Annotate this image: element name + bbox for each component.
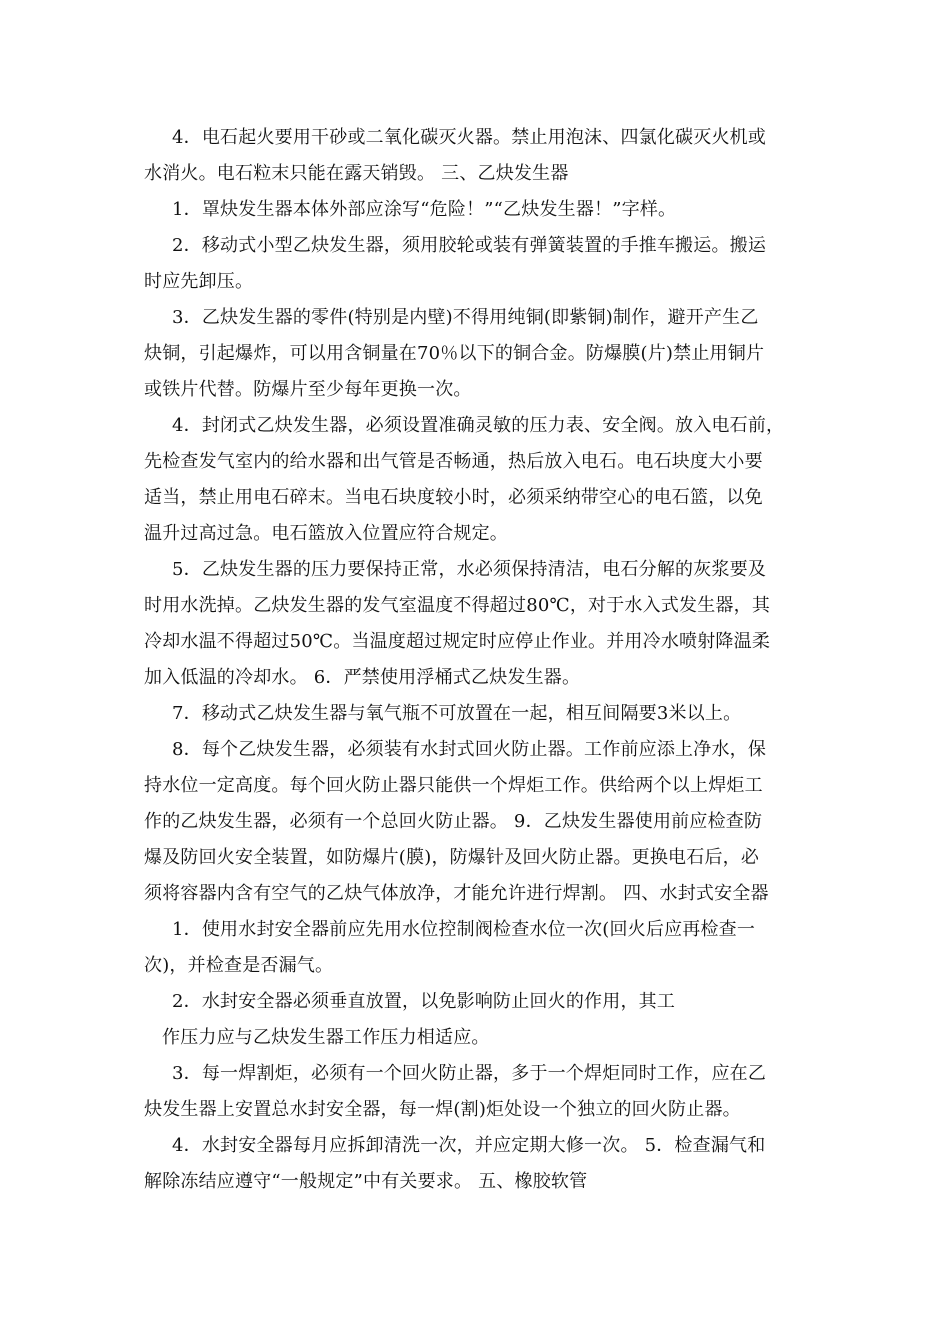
- text-line: 作压力应与乙炔发生器工作压力相适应。: [162, 1027, 490, 1048]
- text-line: 先检查发气室内的给水器和出气管是否畅通，热后放入电石。电石块度大小要: [144, 451, 763, 472]
- text-line: 2．移动式小型乙炔发生器，须用胶轮或装有弹簧装置的手推车搬运。搬运: [172, 235, 767, 256]
- text-line: 炔发生器上安置总水封安全器，每一焊(割)炬处设一个独立的回火防止器。: [144, 1099, 741, 1120]
- text-line: 5．乙炔发生器的压力要保持正常，水必须保持清洁，电石分解的灰浆要及: [172, 559, 767, 580]
- text-line: 作的乙炔发生器，必须有一个总回火防止器。 9．乙炔发生器使用前应检查防: [144, 811, 763, 832]
- text-line: 炔铜，引起爆炸，可以用含铜量在70％以下的铜合金。防爆膜(片)禁止用铜片: [144, 343, 765, 364]
- text-line: 2．水封安全器必须垂直放置，以免影响防止回火的作用，其工: [172, 991, 676, 1012]
- text-line: 须将容器内含有空气的乙炔气体放净，才能允许进行焊割。 四、水封式安全器: [144, 883, 769, 904]
- text-line: 时用水洗掉。乙炔发生器的发气室温度不得超过80℃，对于水入式发生器，其: [144, 595, 771, 616]
- text-line: 3．乙炔发生器的零件(特别是内壁)不得用纯铜(即紫铜)制作，避开产生乙: [172, 307, 759, 328]
- document-body: [144, 120, 808, 1200]
- text-line: 1．使用水封安全器前应先用水位控制阀检查水位一次(回火后应再检查一: [172, 919, 756, 940]
- text-line: 4．封闭式乙炔发生器，必须设置准确灵敏的压力表、安全阀。放入电石前，: [172, 415, 785, 436]
- text-line: 次)，并检查是否漏气。: [144, 955, 334, 976]
- text-line: 时应先卸压。: [144, 271, 254, 292]
- text-line: 3．每一焊割炬，必须有一个回火防止器，多于一个焊炬同时工作，应在乙: [172, 1063, 767, 1084]
- text-line: 4．电石起火要用干砂或二氧化碳灭火器。禁止用泡沫、四氯化碳灭火机或: [172, 127, 767, 148]
- text-line: 温升过高过急。电石篮放入位置应符合规定。: [144, 523, 508, 544]
- text-line: 或铁片代替。防爆片至少每年更换一次。: [144, 379, 472, 400]
- text-line: 1．罩炔发生器本体外部应涂写“危险！”“乙炔发生器！”字样。: [172, 199, 677, 220]
- text-line: 持水位一定高度。每个回火防止器只能供一个焊炬工作。供给两个以上焊炬工: [144, 775, 763, 796]
- text-line: 冷却水温不得超过50℃。当温度超过规定时应停止作业。并用冷水喷射降温柔: [144, 631, 771, 652]
- text-line: 水消火。电石粒末只能在露天销毁。 三、乙炔发生器: [144, 163, 569, 184]
- text-line: 8．每个乙炔发生器，必须装有水封式回火防止器。工作前应添上净水，保: [172, 739, 767, 760]
- text-line: 爆及防回火安全装置，如防爆片(膜)，防爆针及回火防止器。更换电石后，必: [144, 847, 760, 868]
- text-line: 7．移动式乙炔发生器与氧气瓶不可放置在一起，相互间隔要3米以上。: [172, 703, 742, 724]
- text-line: 适当，禁止用电石碎末。当电石块度较小时，必须采纳带空心的电石篮，以免: [144, 487, 763, 508]
- text-line: 解除冻结应遵守“一般规定”中有关要求。 五、橡胶软管: [144, 1171, 588, 1192]
- text-line: 4．水封安全器每月应拆卸清洗一次，并应定期大修一次。 5．检查漏气和: [172, 1135, 766, 1156]
- text-line: 加入低温的冷却水。 6．严禁使用浮桶式乙炔发生器。: [144, 667, 581, 688]
